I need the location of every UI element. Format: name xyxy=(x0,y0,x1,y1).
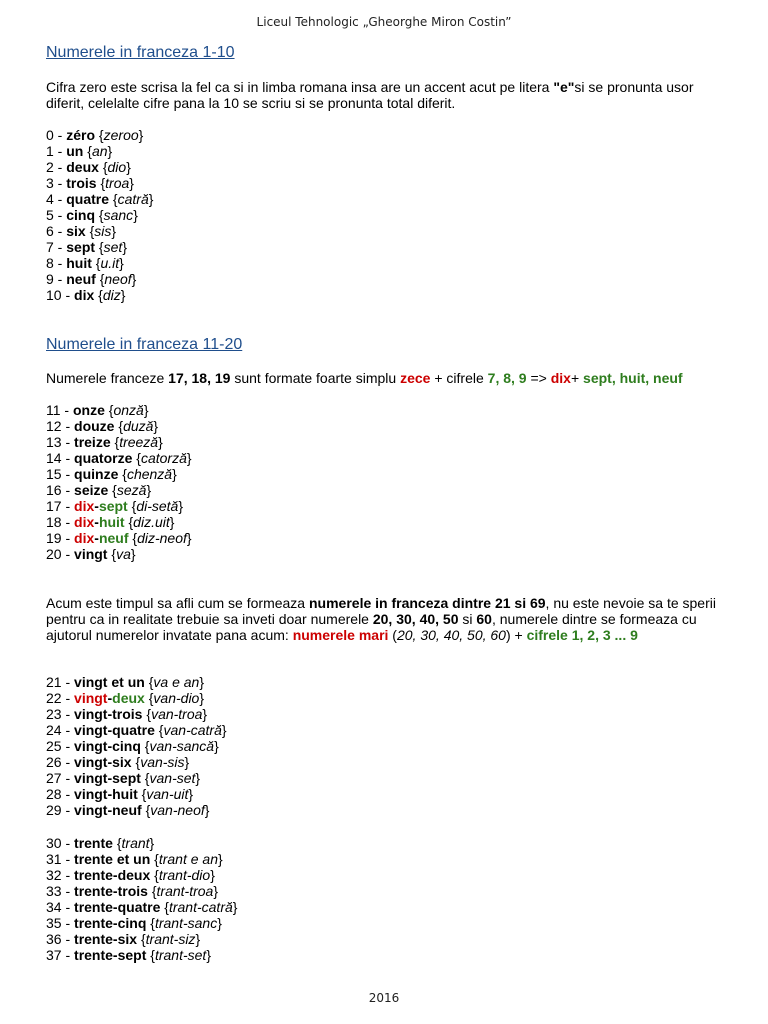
intro-1-10: Cifra zero este scrisa la fel ca si in limba romana insa are un accent acut pe litera "e"si se pronunta usor diferit, celelalte cifre pana la 10 se scriu si se pronunta total diferit. xyxy=(46,79,694,111)
item-word: trente xyxy=(74,835,113,851)
item-pronunciation: trant-dio xyxy=(158,867,211,883)
item-pronunciation: van-uit xyxy=(146,786,189,802)
list-item: 5 - cinq {sanc} xyxy=(46,207,138,223)
item-word: neuf xyxy=(66,271,96,287)
list-item: 37 - trente-sept {trant-set} xyxy=(46,947,212,963)
item-number: 10 xyxy=(46,287,62,303)
item-word-suffix: sept xyxy=(98,498,128,514)
heading-11-20: Numerele in franceza 11-20 xyxy=(46,336,243,353)
list-item: 28 - vingt-huit {van-uit} xyxy=(46,786,194,802)
list-item: 25 - vingt-cinq {van-sancă} xyxy=(46,738,219,754)
numbers-list-30-37 xyxy=(46,835,237,963)
item-word-suffix: neuf xyxy=(98,530,129,546)
item-number: 6 xyxy=(46,223,54,239)
list-item: 11 - onze {onză} xyxy=(46,402,149,418)
item-pronunciation: di-setă xyxy=(136,498,179,514)
item-word-prefix: dix xyxy=(74,530,95,546)
item-number: 9 xyxy=(46,271,54,287)
list-item: 1 - un {an} xyxy=(46,143,113,159)
item-number: 5 xyxy=(46,207,54,223)
intro-11-20: Numerele franceze 17, 18, 19 sunt formate foarte simplu zece + cifrele 7, 8, 9 => dix+ sept, huit, neuf xyxy=(46,370,683,386)
list-item: 23 - vingt-trois {van-troa} xyxy=(46,706,208,722)
item-pronunciation: van-troa xyxy=(151,706,203,722)
list-item: 20 - vingt {va} xyxy=(46,546,136,562)
list-item: 9 - neuf {neof} xyxy=(46,271,137,287)
item-pronunciation: diz xyxy=(102,287,121,303)
item-word: treize xyxy=(74,434,111,450)
list-item: 34 - trente-quatre {trant-catră} xyxy=(46,899,238,915)
item-pronunciation: trant e an xyxy=(158,851,218,867)
numbers-list-11-20 xyxy=(46,402,192,562)
list-item: 21 - vingt et un {va e an} xyxy=(46,674,205,690)
item-word: vingt-huit xyxy=(74,786,138,802)
item-number: 15 xyxy=(46,466,62,482)
item-number: 24 xyxy=(46,722,62,738)
item-word: dix xyxy=(74,287,95,303)
item-word: un xyxy=(66,143,84,159)
list-item: 15 - quinze {chenză} xyxy=(46,466,177,482)
item-number: 8 xyxy=(46,255,54,271)
item-number: 18 xyxy=(46,514,62,530)
item-pronunciation: van-dio xyxy=(153,690,200,706)
item-word: trente-cinq xyxy=(74,915,147,931)
page-footer: 2016 xyxy=(368,991,400,1005)
list-item: 2 - deux {dio} xyxy=(46,159,131,175)
item-number: 0 xyxy=(46,127,54,143)
item-number: 2 xyxy=(46,159,54,175)
item-pronunciation: chenză xyxy=(126,466,173,482)
item-pronunciation: van-catră xyxy=(163,722,222,738)
item-word: douze xyxy=(74,418,115,434)
item-number: 37 xyxy=(46,947,62,963)
item-number: 22 xyxy=(46,690,62,706)
item-word: onze xyxy=(73,402,105,418)
list-item: 30 - trente {trant} xyxy=(46,835,155,851)
item-number: 7 xyxy=(46,239,54,255)
item-number: 16 xyxy=(46,482,62,498)
list-item: 7 - sept {set} xyxy=(46,239,127,255)
item-word: trente et un xyxy=(74,851,151,867)
numbers-list-21-29 xyxy=(46,674,227,818)
item-pronunciation: troa xyxy=(105,175,130,191)
intro-21-69: Acum este timpul sa afli cum se formeaza numerele in franceza dintre 21 si 69, nu este nevoie sa te sperii pentru ca in realitate trebuie sa inveti doar numerele 20, 30, 40, 50 si 60, numerele dintre se formeaza cu ajutorul numerelor invatate pana acum: numerele mari (20, 30, 40, 50, 60) + cifrele 1, 2, 3 ... 9 xyxy=(46,595,716,643)
list-item: 18 - dix-huit {diz.uit} xyxy=(46,514,175,530)
item-word-prefix: vingt xyxy=(74,690,108,706)
list-item: 16 - seize {seză} xyxy=(46,482,152,498)
item-separator: - xyxy=(107,690,113,706)
list-item: 33 - trente-trois {trant-troa} xyxy=(46,883,219,899)
item-pronunciation: van-sis xyxy=(140,754,185,770)
list-item: 22 - vingt-deux {van-dio} xyxy=(46,690,205,706)
item-word-prefix: dix xyxy=(74,498,95,514)
numbers-list-1-10 xyxy=(46,127,153,303)
item-number: 12 xyxy=(46,418,62,434)
list-item: 31 - trente et un {trant e an} xyxy=(46,851,223,867)
list-item: 36 - trente-six {trant-siz} xyxy=(46,931,201,947)
item-number: 4 xyxy=(46,191,54,207)
item-word: seize xyxy=(74,482,109,498)
item-pronunciation: van-sancă xyxy=(149,738,215,754)
item-word: quinze xyxy=(74,466,119,482)
item-word: trente-deux xyxy=(74,867,151,883)
item-word: vingt-six xyxy=(74,754,132,770)
item-pronunciation: van-neof xyxy=(150,802,205,818)
item-word: vingt-quatre xyxy=(74,722,155,738)
item-word: trente-six xyxy=(74,931,138,947)
item-word: trente-sept xyxy=(74,947,147,963)
list-item: 17 - dix-sept {di-setă} xyxy=(46,498,184,514)
item-separator: - xyxy=(94,514,99,530)
item-pronunciation: duză xyxy=(123,418,154,434)
item-pronunciation: trant xyxy=(121,835,150,851)
list-item: 6 - six {sis} xyxy=(46,223,117,239)
list-item: 12 - douze {duză} xyxy=(46,418,159,434)
list-item: 19 - dix-neuf {diz-neof} xyxy=(46,530,192,546)
item-word: huit xyxy=(66,255,92,271)
item-pronunciation: treeză xyxy=(119,434,159,450)
page-header: Liceul Tehnologic „Gheorghe Miron Costin” xyxy=(256,15,512,29)
item-number: 31 xyxy=(46,851,62,867)
item-word-prefix: dix xyxy=(74,514,95,530)
item-pronunciation: trant-siz xyxy=(145,931,196,947)
item-pronunciation: onză xyxy=(113,402,144,418)
list-item: 13 - treize {treeză} xyxy=(46,434,163,450)
item-word: sept xyxy=(66,239,96,255)
item-number: 30 xyxy=(46,835,62,851)
item-number: 13 xyxy=(46,434,62,450)
item-number: 32 xyxy=(46,867,62,883)
list-item: 0 - zéro {zeroo} xyxy=(46,127,144,143)
item-word: zéro xyxy=(66,127,96,143)
item-number: 29 xyxy=(46,802,62,818)
item-number: 21 xyxy=(46,674,62,690)
item-word: vingt-cinq xyxy=(74,738,141,754)
item-number: 26 xyxy=(46,754,62,770)
item-number: 34 xyxy=(46,899,62,915)
item-pronunciation: trant-set xyxy=(154,947,207,963)
item-word: vingt-sept xyxy=(74,770,141,786)
item-pronunciation: van-set xyxy=(149,770,196,786)
item-pronunciation: catră xyxy=(117,191,149,207)
item-pronunciation: diz-neof xyxy=(137,530,187,546)
item-number: 1 xyxy=(46,143,54,159)
item-separator: - xyxy=(94,498,99,514)
item-number: 23 xyxy=(46,706,62,722)
item-number: 20 xyxy=(46,546,62,562)
item-word: deux xyxy=(66,159,99,175)
list-item: 24 - vingt-quatre {van-catră} xyxy=(46,722,227,738)
item-number: 17 xyxy=(46,498,62,514)
item-pronunciation: seză xyxy=(116,482,147,498)
item-number: 11 xyxy=(46,402,61,418)
item-word: quatorze xyxy=(74,450,133,466)
list-item: 27 - vingt-sept {van-set} xyxy=(46,770,201,786)
item-pronunciation: diz.uit xyxy=(133,514,170,530)
item-pronunciation: catorză xyxy=(140,450,187,466)
item-word: vingt-neuf xyxy=(74,802,142,818)
item-pronunciation: neof xyxy=(104,271,132,287)
item-pronunciation: zeroo xyxy=(103,127,139,143)
list-item: 3 - trois {troa} xyxy=(46,175,134,191)
item-number: 14 xyxy=(46,450,62,466)
item-number: 35 xyxy=(46,915,62,931)
list-item: 35 - trente-cinq {trant-sanc} xyxy=(46,915,222,931)
item-word: cinq xyxy=(66,207,96,223)
list-item: 4 - quatre {catră} xyxy=(46,191,154,207)
item-word: vingt et un xyxy=(74,674,145,690)
item-word: trente-quatre xyxy=(74,899,161,915)
item-number: 19 xyxy=(46,530,62,546)
list-item: 14 - quatorze {catorză} xyxy=(46,450,192,466)
item-pronunciation: sanc xyxy=(103,207,134,223)
item-number: 25 xyxy=(46,738,62,754)
item-pronunciation: va xyxy=(116,546,131,562)
item-pronunciation: an xyxy=(91,143,108,159)
list-item: 29 - vingt-neuf {van-neof} xyxy=(46,802,210,818)
item-pronunciation: sis xyxy=(94,223,112,239)
item-word-suffix: deux xyxy=(112,690,145,706)
item-word: vingt xyxy=(74,546,108,562)
heading-1-10: Numerele in franceza 1-10 xyxy=(46,44,235,61)
list-item: 10 - dix {diz} xyxy=(46,287,126,303)
item-number: 33 xyxy=(46,883,62,899)
item-pronunciation: u.it xyxy=(100,255,120,271)
item-separator: - xyxy=(94,530,99,546)
item-number: 28 xyxy=(46,786,62,802)
item-number: 3 xyxy=(46,175,54,191)
list-item: 32 - trente-deux {trant-dio} xyxy=(46,867,215,883)
item-pronunciation: dio xyxy=(107,159,127,175)
item-word: trois xyxy=(66,175,97,191)
item-word-suffix: huit xyxy=(98,514,125,530)
item-pronunciation: trant-troa xyxy=(156,883,214,899)
item-number: 36 xyxy=(46,931,62,947)
item-word: vingt-trois xyxy=(74,706,143,722)
item-pronunciation: set xyxy=(103,239,123,255)
list-item: 26 - vingt-six {van-sis} xyxy=(46,754,190,770)
item-pronunciation: trant-sanc xyxy=(154,915,218,931)
item-pronunciation: trant-catră xyxy=(168,899,233,915)
item-pronunciation: va e an xyxy=(153,674,200,690)
item-word: six xyxy=(66,223,86,239)
item-word: trente-trois xyxy=(74,883,148,899)
item-word: quatre xyxy=(66,191,110,207)
list-item: 8 - huit {u.it} xyxy=(46,255,124,271)
item-number: 27 xyxy=(46,770,62,786)
